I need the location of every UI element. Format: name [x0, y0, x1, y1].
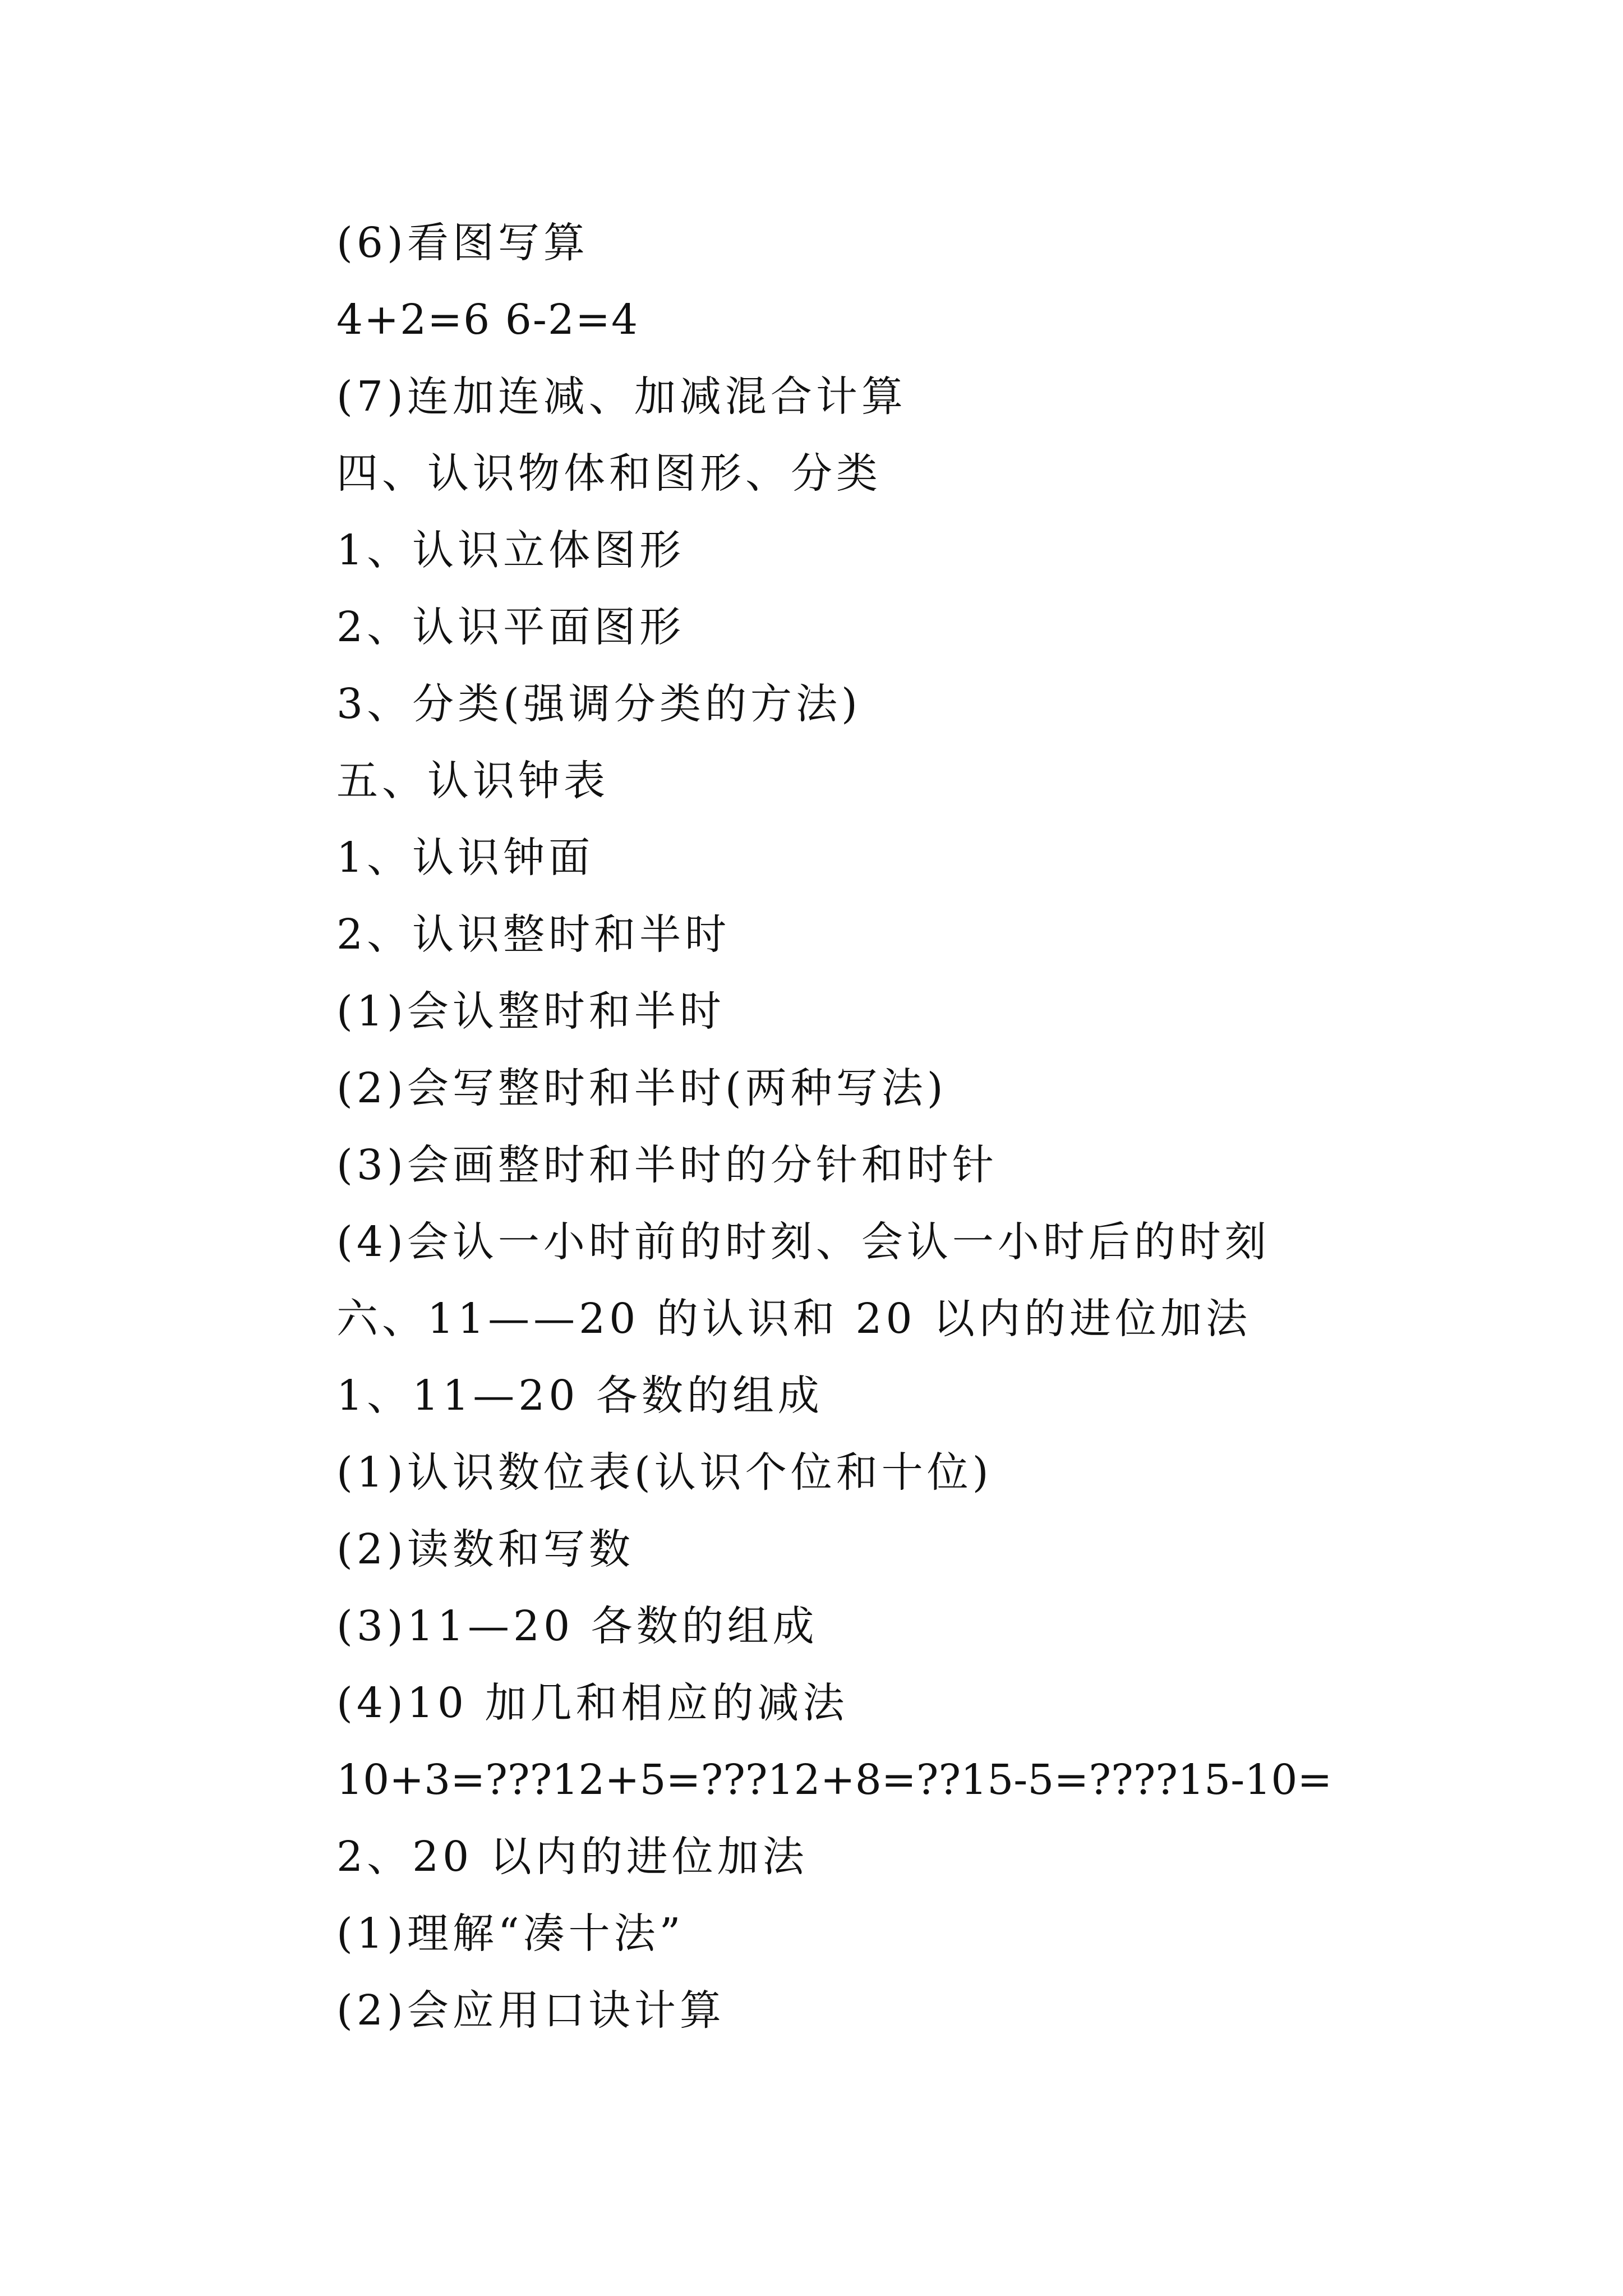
text-line: 2、认识整时和半时 [336, 910, 731, 959]
text-line: 3、分类(强调分类的方法) [336, 680, 861, 728]
text-line: (2)会应用口诀计算 [336, 1986, 725, 2035]
text-line: (6)看图写算 [336, 219, 589, 267]
text-line: (2)会写整时和半时(两种写法) [336, 1064, 947, 1112]
text-line: (4)会认一小时前的时刻、会认一小时后的时刻 [336, 1218, 1270, 1266]
text-line: (3)会画整时和半时的分针和时针 [336, 1141, 998, 1189]
text-line: 1、认识钟面 [336, 834, 594, 882]
text-line: (2)读数和写数 [336, 1525, 634, 1573]
text-line: (4)10 加几和相应的减法 [336, 1679, 849, 1727]
text-line: 2、认识平面图形 [336, 603, 685, 651]
text-line: (1)会认整时和半时 [336, 987, 725, 1036]
text-line: (1)理解“凑十法” [336, 1910, 685, 1958]
text-line: 1、11—20 各数的组成 [336, 1372, 823, 1420]
document-body [336, 212, 1514, 2056]
section-heading: 六、11——20 的认识和 20 以内的进位加法 [336, 1295, 1252, 1343]
section-heading: 五、认识钟表 [336, 757, 609, 805]
text-line: 4+2=6 6-2=4 [336, 296, 639, 344]
text-line: 1、认识立体图形 [336, 526, 685, 574]
section-heading: 四、认识物体和图形、分类 [336, 449, 882, 498]
text-line: 10+3=???12+5=???12+8=??15-5=????15-10= [336, 1756, 1332, 1804]
text-line: (3)11—20 各数的组成 [336, 1602, 818, 1650]
text-line: (7)连加连减、加减混合计算 [336, 372, 907, 421]
text-line: 2、20 以内的进位加法 [336, 1833, 808, 1881]
text-line: (1)认识数位表(认识个位和十位) [336, 1448, 993, 1497]
